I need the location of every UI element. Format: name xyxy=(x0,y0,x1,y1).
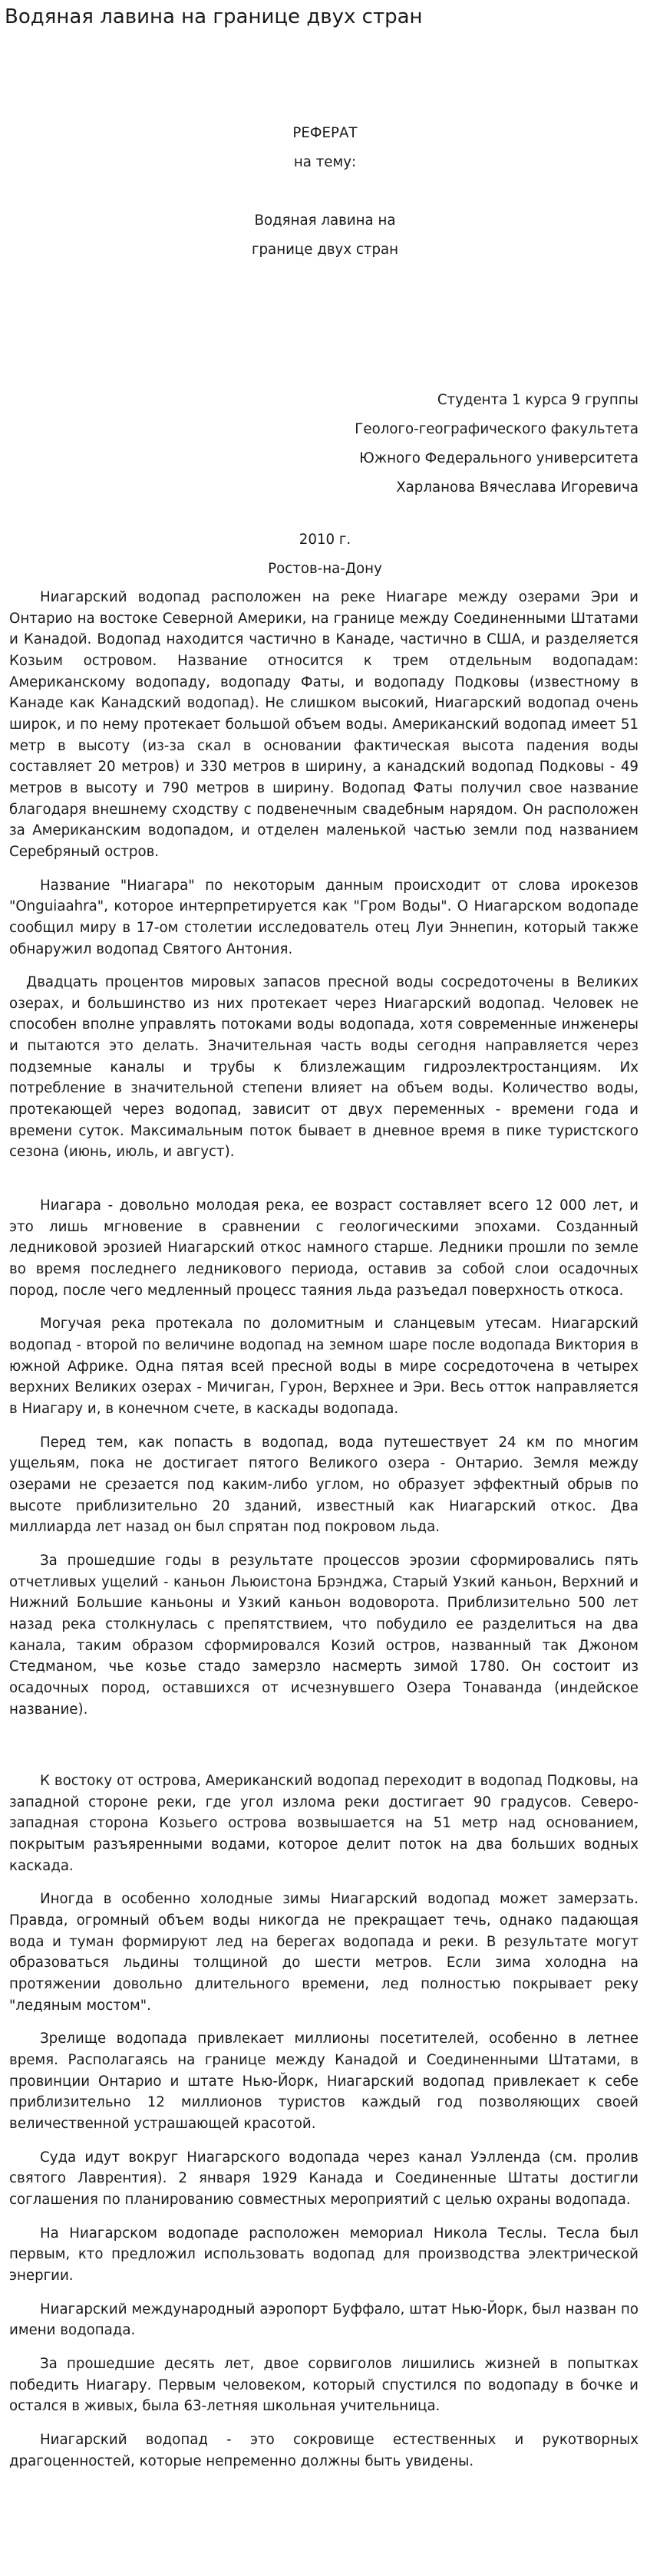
cover-topic-line-1: Водяная лавина на xyxy=(254,212,396,229)
cover-year: 2010 г. xyxy=(299,532,351,548)
paragraph: Иногда в особенно холодные зимы Ниагарский водопад может замерзать. Правда, огромный объем воды никогда не прекращает течь, однако падающая вода и туман формируют лед на берегах водопада и реки. В результате могут образоваться льдины толщиной до шести метров. Если зима холодна на протяжении довольно длительного времени, лед полностью покрывает реку "ледяным мостом". xyxy=(9,1891,638,2014)
paragraph: За прошедшие годы в результате процессов эрозии сформировались пять отчетливых ущелий - каньон Льюистона Брэнджа, Старый Узкий каньон, Верхний и Нижний Большие каньоны и Узкий каньон водоворота. Приблизительно 500 лет назад река столкнулась с препятствием, что побудило ее разделиться на два канала, таким образом сформировался Козий остров, названный так Джоном Стедманом, чье козье стадо замерзло насмерть зимой 1780. Он состоит из осадочных пород, оставшихся от исчезнувшего Озера Тонаванда (индейское название). xyxy=(9,1552,638,1718)
page-title: Водяная лавина на границе двух стран xyxy=(5,5,423,28)
paragraph: На Ниагарском водопаде расположен мемориал Никола Теслы. Тесла был первым, кто предложил использовать водопад для производства электрической энергии. xyxy=(9,2225,638,2284)
essay-text xyxy=(9,587,638,2484)
paragraph: Ниагарский водопад - это сокровище естественных и рукотворных драгоценностей, которые непременно должны быть увидены. xyxy=(9,2431,638,2469)
author-line-2: Геолого-географического факультета xyxy=(355,421,638,437)
author-line-1: Студента 1 курса 9 группы xyxy=(437,392,638,408)
paragraph: Двадцать процентов мировых запасов пресной воды сосредоточены в Великих озерах, и большинство из них протекает через Ниагарский водопад. Человек не способен вполне управлять потоками воды водопада, хотя современные инженеры и пытаются это делать. Значительная часть воды сегодня направляется через подземные каналы и трубы к близлежащим гидроэлектростанциям. Их потребление в значительной степени влияет на объем воды. Количество воды, протекающей через водопад, зависит от двух переменных - времени года и времени суток. Максимальным поток бывает в дневное время в пике туристского сезона (июнь, июль, и август). xyxy=(9,974,638,1161)
paragraph: Суда идут вокруг Ниагарского водопада через канал Уэлленда (см. пролив святого Лаврентия). 2 января 1929 Канада и Соединенные Штаты достигли соглашения по планированию совместных мероприятий с целью охраны водопада. xyxy=(9,2149,638,2208)
author-line-4: Харланова Вячеслава Игоревича xyxy=(396,479,638,496)
paragraph: Ниагарский водопад расположен на реке Ниагаре между озерами Эри и Онтарио на востоке Северной Америки, на границе между Соединенными Штатами и Канадой. Водопад находится частично в Канаде, частично в США, и разделяется Козьим островом. Название относится к трем отдельным водопадам: Американскому водопаду, водопаду Фаты, и водопаду Подковы (известному в Канаде как Канадский водопад). Не слишком высокий, Ниагарский водопад очень широк, и по нему протекает большой объем воды. Американский водопад имеет 51 метр в высоту (из-за скал в основании фактическая высота падения воды составляет 20 метров) и 330 метров в ширину, а канадский водопад Подковы - 49 метров в высоту и 790 метров в ширину. Водопад Фаты получил свое название благодаря внешнему сходству с подвенечным свадебным нарядом. Он расположен за Американским водопадом, и отделен маленькой частью земли под названием Серебряный остров. xyxy=(9,589,638,860)
paragraph: Название "Ниагара" по некоторым данным происходит от слова ирокезов "Onguiaahra", которое интерпретируется как "Гром Воды". О Ниагарском водопаде сообщил миру в 17-ом столетии исследователь отец Луи Эннепин, который также обнаружил водопад Святого Антония. xyxy=(9,877,638,957)
cover-label: РЕФЕРАТ xyxy=(292,125,358,141)
cover-city: Ростов-на-Дону xyxy=(268,561,382,577)
cover-topic-line-2: границе двух стран xyxy=(251,242,399,258)
paragraph: Зрелище водопада привлекает миллионы посетителей, особенно в летнее время. Располагаясь на границе между Канадой и Соединенными Штатами, в провинции Онтарио и штате Нью-Йорк, Ниагарский водопад привлекает к себе приблизительно 12 миллионов туристов каждый год позволяющих своей величественной устрашающей красотой. xyxy=(9,2031,638,2132)
paragraph: Ниагара - довольно молодая река, ее возраст составляет всего 12 000 лет, и это лишь мгновение в сравнении с геологическими эпохами. Созданный ледниковой эрозией Ниагарский откос намного старше. Ледники прошли по земле во время последнего ледникового периода, оставив за собой слои осадочных пород, после чего медленный процесс таяния льда разъедал поверхность откоса. xyxy=(9,1197,638,1299)
paragraph: К востоку от острова, Американский водопад переходит в водопад Подковы, на западной стороне реки, где угол излома реки достигает 90 градусов. Северо-западная сторона Козьего острова возвышается на 51 метр над основанием, покрытым разъяренными водами, которое делит поток на два больших водных каскада. xyxy=(9,1773,638,1874)
cover-subtitle: на тему: xyxy=(293,154,357,170)
paragraph: Могучая река протекала по доломитным и сланцевым утесам. Ниагарский водопад - второй по величине водопад на земном шаре после водопада Виктория в южной Африке. Одна пятая всей пресной воды в мире сосредоточена в четырех верхних Великих озерах - Мичиган, Гурон, Верхнее и Эри. Весь отток направляется в Ниагару и, в конечном счете, в каскады водопада. xyxy=(9,1316,638,1417)
paragraph: Ниагарский международный аэропорт Буффало, штат Нью-Йорк, был назван по имени водопада. xyxy=(9,2301,638,2339)
author-line-3: Южного Федерального университета xyxy=(359,450,638,466)
paragraph: Перед тем, как попасть в водопад, вода путешествует 24 км по многим ущельям, пока не достигает пятого Великого озера - Онтарио. Земля между озерами не срезается под каким-либо углом, но образует эффектный обрыв по высоте приблизительно 20 зданий, известный как Ниагарский откос. Два миллиарда лет назад он был спрятан под покровом льда. xyxy=(9,1434,638,1536)
paragraph: За прошедшие десять лет, двое сорвиголов лишились жизней в попытках победить Ниагару. Первым человеком, который спустился по водопаду в бочке и остался в живых, была 63-летняя школьная учительница. xyxy=(9,2355,638,2415)
